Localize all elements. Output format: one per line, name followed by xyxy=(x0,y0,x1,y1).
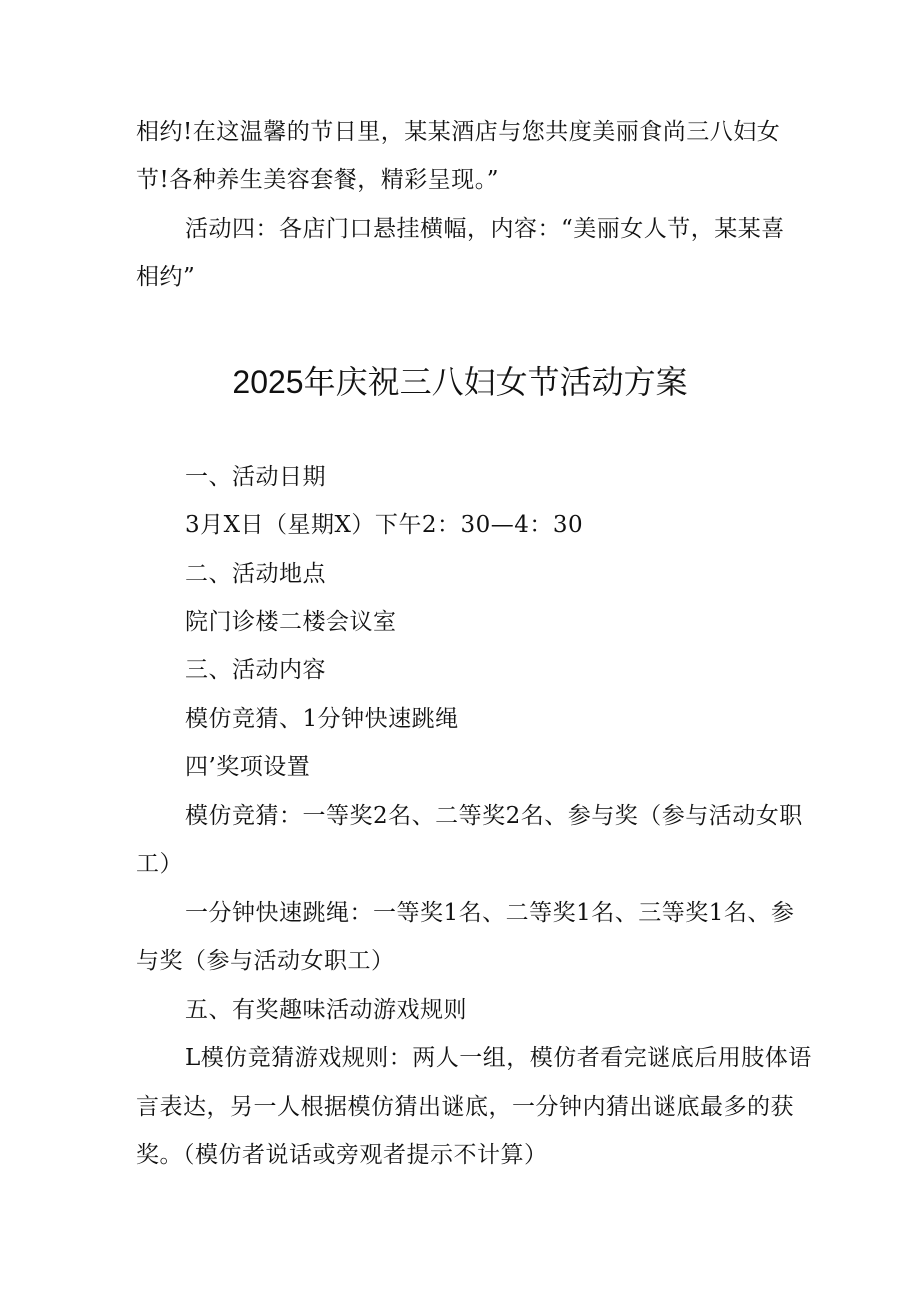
continuation-line: 节!各种养生美容套餐，精彩呈现。” xyxy=(136,167,500,193)
paragraph-line: 奖。（模仿者说话或旁观者提示不计算） xyxy=(136,1142,548,1168)
paragraph-line: 工） xyxy=(136,851,183,877)
continuation-line: 相约!在这温馨的节日里，某某酒店与您共度美丽食尚三八妇女 xyxy=(136,119,781,145)
paragraph-line: 与奖（参与活动女职工） xyxy=(136,948,395,974)
section-text: 模仿竞猜、1分钟快速跳绳 xyxy=(185,706,459,732)
section-heading: 三、活动内容 xyxy=(185,657,326,683)
paragraph-line: 一分钟快速跳绳：一等奖1名、二等奖1名、三等奖1名、参 xyxy=(185,900,795,926)
section-heading: 一、活动日期 xyxy=(185,464,326,490)
activity-four-line: 相约” xyxy=(136,264,196,290)
paragraph-line: L模仿竞猜游戏规则：两人一组，模仿者看完谜底后用肢体语 xyxy=(185,1045,812,1071)
document-title: 2025年庆祝三八妇女节活动方案 xyxy=(232,364,688,400)
section-heading: 四’奖项设置 xyxy=(185,754,311,780)
section-heading: 五、有奖趣味活动游戏规则 xyxy=(185,997,467,1023)
section-heading: 二、活动地点 xyxy=(185,561,326,587)
section-text: 3月X日（星期X）下午2：30—4：30 xyxy=(185,512,584,538)
paragraph-line: 模仿竞猜：一等奖2名、二等奖2名、参与奖（参与活动女职 xyxy=(185,803,803,829)
section-text: 院门诊楼二楼会议室 xyxy=(185,609,397,635)
paragraph-line: 言表达，另一人根据模仿猜出谜底，一分钟内猜出谜底最多的获 xyxy=(136,1094,794,1120)
activity-four-line: 活动四：各店门口悬挂横幅，内容：“美丽女人节，某某喜 xyxy=(185,216,785,242)
